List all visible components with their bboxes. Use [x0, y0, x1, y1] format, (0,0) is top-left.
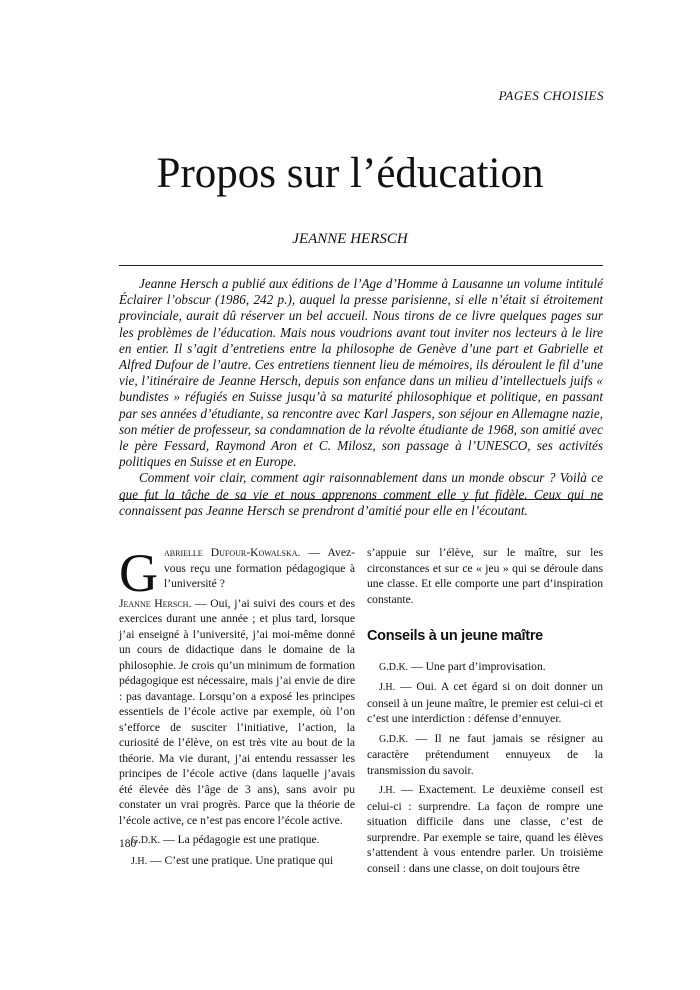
answer-text: — Exactement. Le deuxième conseil est celui-ci : surprendre. La façon de rompre une situation difficile dans une classe, c’est de surprendre. Par exemple se taire, quand les élèves s’attendent à vous entendre parler. Un troisième conseil : dans une classe, on doit toujours être [367, 783, 603, 875]
editorial-introduction [119, 276, 603, 519]
speaker-initials: G.D.K. [379, 661, 409, 673]
question-text: — Il ne faut jamais se résigner au caractère prétendument ennuyeux de la transmission du savoir. [367, 731, 603, 777]
speaker-initials: J.H. [379, 682, 396, 693]
interview-answer-1 [119, 596, 355, 829]
section-heading: Conseils à un jeune maître [367, 628, 543, 644]
interview-answer-3 [367, 679, 603, 727]
bottom-rule [119, 499, 603, 500]
question-text: — La pédagogie est une pratique. [160, 833, 320, 846]
question-text: — Avez-vous reçu une formation pédagogique à l’université ? [164, 546, 355, 590]
interview-question-2 [119, 832, 355, 849]
interview-answer-4 [367, 782, 603, 876]
left-column [119, 545, 355, 869]
continued-text: s’appuie sur l’élève, sur le maître, sur les circonstances et sur ce « jeu » qui se déroule dans une classe. Et elle comporte une part d’inspiration constante. [367, 546, 603, 606]
right-column [367, 545, 603, 876]
article-title: Propos sur l’éducation [156, 150, 544, 197]
running-head: PAGES CHOISIES [498, 88, 604, 103]
speaker-name: abrielle Dufour-Kowalska. [164, 546, 301, 559]
answer-text: — C’est une pratique. Une pratique qui [147, 853, 334, 867]
speaker-initials: J.H. [131, 855, 148, 867]
top-rule [119, 265, 603, 266]
interview-question-4 [367, 731, 603, 779]
answer-text: — Oui, j’ai suivi des cours et des exercices durant une année ; et plus tard, lorsque j’ai enseigné à l’université, j’ai moi-même donné un cours de didactique dans le domaine de la philosophie. Je crois qu’un minimum de formation pédagogique est nécessaire, mais j’ai envie de dire : pas davantage. Lorsqu’on a exposé les principes essentiels de l’école active par exemple, où l’on s’efforce de susciter l’initiative, l’action, la curiosité de l’élève, on est très vite au bout de la théorie. Ma vie durant, j’ai entendu ressasser les principes de l’école active (dans laquelle j’avais été élevée dès l’âge de 3 ans), sans avoir pu constater un vrai progrès. Parce que la théorie de l’école active, ce n’est pas encore l’école active. [119, 596, 355, 827]
answer-text: — Oui. A cet égard si on doit donner un conseil à un jeune maître, le premier est celui-ci et c’est une interdiction : défense d’ennuyer. [367, 680, 603, 725]
intro-paragraph-2: Comment voir clair, comment agir raisonnablement dans un monde obscur ? Voilà ce que fut la tâche de sa vie et nous apprenons comment elle y fut fidèle. Ceux qui ne connaissent pas Jeanne Hersch se prendront d’amitié pour elle en l’écoutant. [119, 470, 603, 518]
speaker-initials: G.D.K. [379, 733, 409, 745]
intro-paragraph-1: Jeanne Hersch a publié aux éditions de l’Age d’Homme à Lausanne un volume intitulé Éclairer l’obscur (1986, 242 p.), auquel la presse parisienne, si elle n’était si étroitement provinciale, aurait dû réserver un bel accueil. Nous tirons de ce livre quelques pages sur les problèmes de l’éducation. Mais nous voudrions avant tout inviter nos lecteurs à le lire en entier. Il s’agit d’entretiens entre la philosophe de Genève d’une part et Gabrielle et Alfred Dufour de l’autre. Ces entretiens tiennent lieu de mémoires, ils déroulent le fil d’une vie, l’itinéraire de Jeanne Hersch, depuis son enfance dans un milieu d’intellectuels juifs « bundistes » réfugiés en Suisse jusqu’à sa maturité philosophique et politique, en passant par ses années d’étudiante, sa rencontre avec Karl Jaspers, son séjour en Allemagne nazie, son métier de professeur, sa condamnation de la révolte étudiante de 1968, son amitié avec le père Fessard, Raymond Aron et C. Milosz, son passage à l’UNESCO, ses activités politiques en Suisse et en Europe. [119, 276, 603, 470]
drop-cap: G [119, 543, 158, 603]
speaker-initials: J.H. [379, 785, 396, 796]
speaker-name: Jeanne Hersch. [119, 596, 192, 610]
question-text: — Une part d’improvisation. [408, 659, 546, 673]
author-name: JEANNE HERSCH [292, 231, 408, 247]
interview-question-3 [367, 659, 603, 676]
speaker-initials: G.D.K. [131, 835, 161, 846]
page-number: 180 [119, 838, 137, 850]
interview-answer-2 [119, 853, 355, 870]
